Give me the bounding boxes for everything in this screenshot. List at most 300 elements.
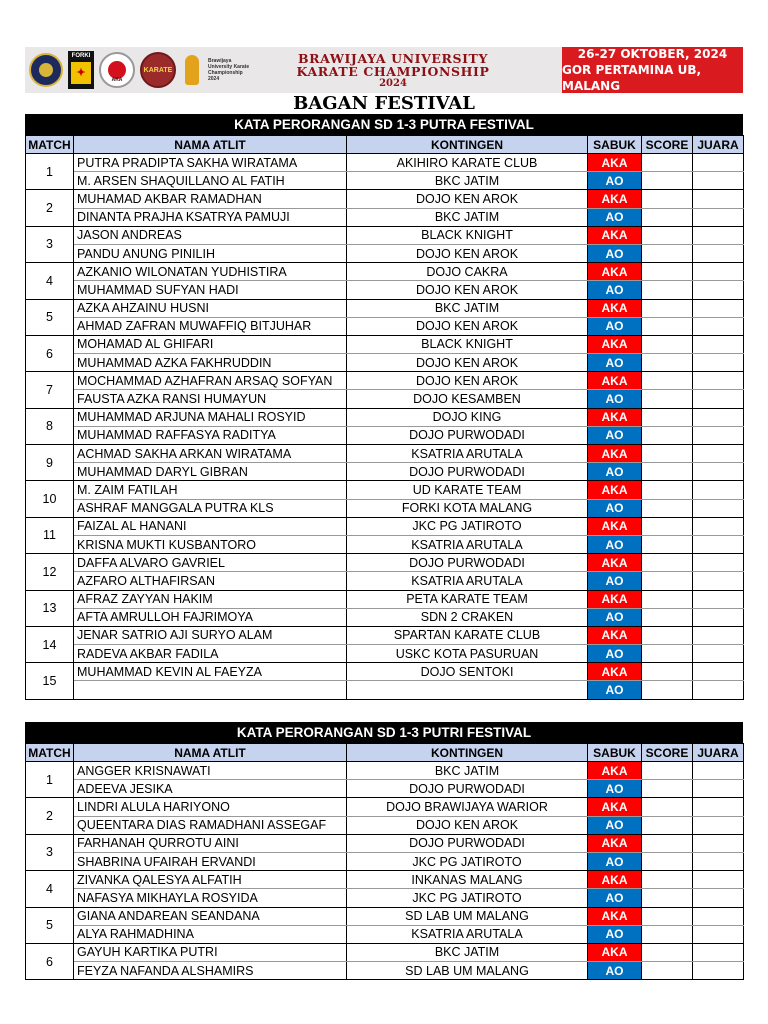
event-banner <box>25 47 743 93</box>
belt-aka-badge: AKA <box>588 626 642 644</box>
table-row-aka <box>26 299 744 317</box>
score-cell[interactable] <box>642 172 693 190</box>
forki-logo-icon: FORKI ✦ <box>68 51 94 89</box>
belt-ao-badge: AO <box>588 208 642 226</box>
table-row-ao <box>26 172 744 190</box>
score-cell[interactable] <box>642 226 693 244</box>
table-row-ao <box>26 499 744 517</box>
athlete-name: M. ARSEN SHAQUILLANO AL FATIH <box>74 172 347 190</box>
athlete-name: FEYZA NAFANDA ALSHAMIRS <box>74 962 347 980</box>
juara-cell[interactable] <box>693 408 744 426</box>
athlete-name: AFTA AMRULLOH FAJRIMOYA <box>74 608 347 626</box>
table-row-aka <box>26 372 744 390</box>
table-row-ao <box>26 390 744 408</box>
kontingen-name: KSATRIA ARUTALA <box>347 445 588 463</box>
col-header-kontingen: KONTINGEN <box>347 744 588 762</box>
juara-cell[interactable] <box>693 834 744 852</box>
kontingen-name: BLACK KNIGHT <box>347 335 588 353</box>
kontingen-name: DOJO CAKRA <box>347 263 588 281</box>
belt-ao-badge: AO <box>588 645 642 663</box>
athlete-name: PUTRA PRADIPTA SAKHA WIRATAMA <box>74 154 347 172</box>
col-header-sabuk: SABUK <box>588 136 642 154</box>
athlete-name: AZKANIO WILONATAN YUDHISTIRA <box>74 263 347 281</box>
kontingen-name: BKC JATIM <box>347 172 588 190</box>
athlete-name: MOCHAMMAD AZHAFRAN ARSAQ SOFYAN <box>74 372 347 390</box>
kontingen-name: DOJO PURWODADI <box>347 554 588 572</box>
table-row-ao <box>26 962 744 980</box>
athlete-name: FARHANAH QURROTU AINI <box>74 834 347 852</box>
belt-aka-badge: AKA <box>588 762 642 780</box>
championship-small-logo: Brawijaya University Karate Championship 2024 <box>208 58 250 82</box>
kontingen-name: DOJO PURWODADI <box>347 780 588 798</box>
belt-aka-badge: AKA <box>588 590 642 608</box>
athlete-name: FAUSTA AZKA RANSI HUMAYUN <box>74 390 347 408</box>
score-cell[interactable] <box>642 154 693 172</box>
match-number: 15 <box>26 663 74 699</box>
juara-cell[interactable] <box>693 962 744 980</box>
athlete-name: ZIVANKA QALESYA ALFATIH <box>74 871 347 889</box>
juara-cell[interactable] <box>693 445 744 463</box>
juara-cell[interactable] <box>693 780 744 798</box>
score-cell[interactable] <box>642 871 693 889</box>
section-title: KATA PERORANGAN SD 1-3 PUTRA FESTIVAL <box>25 114 743 135</box>
belt-ao-badge: AO <box>588 499 642 517</box>
athlete-name: JASON ANDREAS <box>74 226 347 244</box>
athlete-name: PANDU ANUNG PINILIH <box>74 244 347 262</box>
score-cell[interactable] <box>642 645 693 663</box>
col-header-name: NAMA ATLIT <box>74 744 347 762</box>
col-header-name: NAMA ATLIT <box>74 136 347 154</box>
belt-ao-badge: AO <box>588 354 642 372</box>
kontingen-name: FORKI KOTA MALANG <box>347 499 588 517</box>
table-row-ao <box>26 780 744 798</box>
score-cell[interactable] <box>642 572 693 590</box>
kontingen-name: KSATRIA ARUTALA <box>347 572 588 590</box>
juara-cell[interactable] <box>693 762 744 780</box>
athlete-name <box>74 681 347 699</box>
table-row-aka <box>26 335 744 353</box>
score-cell[interactable] <box>642 608 693 626</box>
belt-aka-badge: AKA <box>588 907 642 925</box>
col-header-juara: JUARA <box>693 744 744 762</box>
table-row-ao <box>26 317 744 335</box>
kontingen-name: DOJO KEN AROK <box>347 317 588 335</box>
belt-aka-badge: AKA <box>588 943 642 961</box>
kontingen-name: DOJO KESAMBEN <box>347 390 588 408</box>
score-cell[interactable] <box>642 626 693 644</box>
title-line-1: BRAWIJAYA UNIVERSITY <box>298 50 488 66</box>
championship-title <box>252 52 530 89</box>
table-row-ao <box>26 281 744 299</box>
score-cell[interactable] <box>642 372 693 390</box>
belt-aka-badge: AKA <box>588 554 642 572</box>
belt-ao-badge: AO <box>588 780 642 798</box>
score-cell[interactable] <box>642 663 693 681</box>
table-row-aka <box>26 943 744 961</box>
bracket-table <box>25 135 744 700</box>
kontingen-name: DOJO KEN AROK <box>347 372 588 390</box>
match-number: 10 <box>26 481 74 517</box>
belt-aka-badge: AKA <box>588 798 642 816</box>
juara-cell[interactable] <box>693 244 744 262</box>
table-row-ao <box>26 244 744 262</box>
score-cell[interactable] <box>642 499 693 517</box>
score-cell[interactable] <box>642 408 693 426</box>
athlete-name: AZFARO ALTHAFIRSAN <box>74 572 347 590</box>
score-cell[interactable] <box>642 263 693 281</box>
belt-aka-badge: AKA <box>588 445 642 463</box>
kontingen-name: DOJO KEN AROK <box>347 190 588 208</box>
kontingen-name: DOJO PURWODADI <box>347 463 588 481</box>
university-logo-icon <box>29 53 63 87</box>
athlete-name: AFRAZ ZAYYAN HAKIM <box>74 590 347 608</box>
score-cell[interactable] <box>642 426 693 444</box>
juara-cell[interactable] <box>693 172 744 190</box>
belt-ao-badge: AO <box>588 244 642 262</box>
juara-cell[interactable] <box>693 499 744 517</box>
kontingen-name: KSATRIA ARUTALA <box>347 535 588 553</box>
juara-cell[interactable] <box>693 299 744 317</box>
juara-cell[interactable] <box>693 426 744 444</box>
score-cell[interactable] <box>642 816 693 834</box>
belt-aka-badge: AKA <box>588 372 642 390</box>
table-row-ao <box>26 925 744 943</box>
karate-logo-icon <box>140 52 176 88</box>
table-row-ao <box>26 426 744 444</box>
belt-aka-badge: AKA <box>588 154 642 172</box>
juara-cell[interactable] <box>693 590 744 608</box>
kontingen-name: AKIHIRO KARATE CLUB <box>347 154 588 172</box>
juara-cell[interactable] <box>693 463 744 481</box>
belt-ao-badge: AO <box>588 608 642 626</box>
table-row-aka <box>26 408 744 426</box>
belt-ao-badge: AO <box>588 816 642 834</box>
kontingen-name: BKC JATIM <box>347 943 588 961</box>
kontingen-name: USKC KOTA PASURUAN <box>347 645 588 663</box>
kontingen-name <box>347 681 588 699</box>
score-cell[interactable] <box>642 390 693 408</box>
kontingen-name: DOJO KEN AROK <box>347 816 588 834</box>
belt-aka-badge: AKA <box>588 226 642 244</box>
match-number: 6 <box>26 943 74 979</box>
score-cell[interactable] <box>642 208 693 226</box>
kontingen-name: JKC PG JATIROTO <box>347 852 588 870</box>
athlete-name: ASHRAF MANGGALA PUTRA KLS <box>74 499 347 517</box>
kontingen-name: DOJO PURWODADI <box>347 834 588 852</box>
match-number: 1 <box>26 154 74 190</box>
juara-cell[interactable] <box>693 335 744 353</box>
athlete-name: ACHMAD SAKHA ARKAN WIRATAMA <box>74 445 347 463</box>
juara-cell[interactable] <box>693 154 744 172</box>
athlete-name: FAIZAL AL HANANI <box>74 517 347 535</box>
juara-cell[interactable] <box>693 889 744 907</box>
athlete-name: MUHAMMAD AZKA FAKHRUDDIN <box>74 354 347 372</box>
table-row-aka <box>26 263 744 281</box>
belt-aka-badge: AKA <box>588 663 642 681</box>
belt-aka-badge: AKA <box>588 871 642 889</box>
match-number: 7 <box>26 372 74 408</box>
kontingen-name: JKC PG JATIROTO <box>347 889 588 907</box>
score-cell[interactable] <box>642 481 693 499</box>
kontingen-name: DOJO KEN AROK <box>347 354 588 372</box>
juara-cell[interactable] <box>693 943 744 961</box>
athlete-name: JENAR SATRIO AJI SURYO ALAM <box>74 626 347 644</box>
belt-aka-badge: AKA <box>588 481 642 499</box>
match-number: 5 <box>26 907 74 943</box>
juara-cell[interactable] <box>693 372 744 390</box>
athlete-name: MUHAMMAD KEVIN AL FAEYZA <box>74 663 347 681</box>
kontingen-name: DOJO PURWODADI <box>347 426 588 444</box>
juara-cell[interactable] <box>693 626 744 644</box>
page-title: BAGAN FESTIVAL <box>293 93 475 114</box>
score-cell[interactable] <box>642 780 693 798</box>
table-row-ao <box>26 608 744 626</box>
score-cell[interactable] <box>642 445 693 463</box>
juara-cell[interactable] <box>693 517 744 535</box>
table-row-ao <box>26 852 744 870</box>
score-cell[interactable] <box>642 281 693 299</box>
forki-logo-text: FORKI <box>71 53 91 59</box>
table-row-aka <box>26 871 744 889</box>
col-header-score: SCORE <box>642 744 693 762</box>
juara-cell[interactable] <box>693 852 744 870</box>
score-cell[interactable] <box>642 834 693 852</box>
match-number: 2 <box>26 798 74 834</box>
match-number: 4 <box>26 871 74 907</box>
juara-cell[interactable] <box>693 816 744 834</box>
juara-cell[interactable] <box>693 572 744 590</box>
score-cell[interactable] <box>642 907 693 925</box>
table-row-aka <box>26 663 744 681</box>
juara-cell[interactable] <box>693 390 744 408</box>
event-date: 26-27 OKTOBER, 2024 <box>577 47 728 61</box>
match-number: 11 <box>26 517 74 553</box>
table-row-aka <box>26 798 744 816</box>
athlete-name: AHMAD ZAFRAN MUWAFFIQ BITJUHAR <box>74 317 347 335</box>
table-header-row <box>26 136 744 154</box>
table-row-ao <box>26 889 744 907</box>
table-header-row <box>26 744 744 762</box>
juara-cell[interactable] <box>693 208 744 226</box>
athlete-name: MUHAMMAD SUFYAN HADI <box>74 281 347 299</box>
belt-ao-badge: AO <box>588 172 642 190</box>
table-row-ao <box>26 681 744 699</box>
juara-cell[interactable] <box>693 281 744 299</box>
karateka-figure-icon <box>181 51 203 89</box>
score-cell[interactable] <box>642 335 693 353</box>
score-cell[interactable] <box>642 244 693 262</box>
match-number: 14 <box>26 626 74 662</box>
belt-ao-badge: AO <box>588 317 642 335</box>
aka-logo-text: AKA <box>111 77 123 83</box>
table-row-ao <box>26 354 744 372</box>
score-cell[interactable] <box>642 554 693 572</box>
score-cell[interactable] <box>642 317 693 335</box>
table-row-ao <box>26 208 744 226</box>
table-row-ao <box>26 572 744 590</box>
col-header-match: MATCH <box>26 136 74 154</box>
kontingen-name: BKC JATIM <box>347 762 588 780</box>
belt-ao-badge: AO <box>588 463 642 481</box>
belt-ao-badge: AO <box>588 426 642 444</box>
score-cell[interactable] <box>642 590 693 608</box>
athlete-name: MOHAMAD AL GHIFARI <box>74 335 347 353</box>
match-number: 3 <box>26 226 74 262</box>
table-row-aka <box>26 907 744 925</box>
bracket-section-putra <box>25 114 743 700</box>
belt-ao-badge: AO <box>588 681 642 699</box>
athlete-name: DAFFA ALVARO GAVRIEL <box>74 554 347 572</box>
athlete-name: M. ZAIM FATILAH <box>74 481 347 499</box>
score-cell[interactable] <box>642 517 693 535</box>
match-number: 1 <box>26 762 74 798</box>
kontingen-name: SD LAB UM MALANG <box>347 962 588 980</box>
kontingen-name: SD LAB UM MALANG <box>347 907 588 925</box>
belt-aka-badge: AKA <box>588 263 642 281</box>
table-row-aka <box>26 190 744 208</box>
kontingen-name: DOJO KEN AROK <box>347 244 588 262</box>
athlete-name: AZKA AHZAINU HUSNI <box>74 299 347 317</box>
table-row-ao <box>26 535 744 553</box>
score-cell[interactable] <box>642 852 693 870</box>
kontingen-name: SPARTAN KARATE CLUB <box>347 626 588 644</box>
table-row-ao <box>26 463 744 481</box>
kontingen-name: BKC JATIM <box>347 299 588 317</box>
table-row-aka <box>26 554 744 572</box>
bracket-section-putri <box>25 722 743 980</box>
score-cell[interactable] <box>642 681 693 699</box>
table-row-aka <box>26 762 744 780</box>
juara-cell[interactable] <box>693 608 744 626</box>
match-number: 4 <box>26 263 74 299</box>
juara-cell[interactable] <box>693 871 744 889</box>
bracket-table <box>25 743 744 980</box>
title-year: 2024 <box>379 77 407 89</box>
table-row-aka <box>26 834 744 852</box>
athlete-name: RADEVA AKBAR FADILA <box>74 645 347 663</box>
event-venue: GOR PERTAMINA UB, MALANG <box>562 63 702 93</box>
juara-cell[interactable] <box>693 535 744 553</box>
kontingen-name: BKC JATIM <box>347 208 588 226</box>
score-cell[interactable] <box>642 354 693 372</box>
kontingen-name: KSATRIA ARUTALA <box>347 925 588 943</box>
aka-logo-icon <box>99 52 135 88</box>
belt-aka-badge: AKA <box>588 834 642 852</box>
score-cell[interactable] <box>642 535 693 553</box>
juara-cell[interactable] <box>693 354 744 372</box>
match-number: 13 <box>26 590 74 626</box>
col-header-juara: JUARA <box>693 136 744 154</box>
score-cell[interactable] <box>642 463 693 481</box>
kontingen-name: INKANAS MALANG <box>347 871 588 889</box>
col-header-score: SCORE <box>642 136 693 154</box>
logo-strip <box>25 47 252 93</box>
kontingen-name: SDN 2 CRAKEN <box>347 608 588 626</box>
table-row-aka <box>26 517 744 535</box>
athlete-name: ANGGER KRISNAWATI <box>74 762 347 780</box>
belt-ao-badge: AO <box>588 572 642 590</box>
juara-cell[interactable] <box>693 554 744 572</box>
juara-cell[interactable] <box>693 798 744 816</box>
karate-logo-text: KARATE <box>143 66 173 74</box>
athlete-name: ALYA RAHMADHINA <box>74 925 347 943</box>
match-number: 2 <box>26 190 74 226</box>
juara-cell[interactable] <box>693 907 744 925</box>
col-header-kontingen: KONTINGEN <box>347 136 588 154</box>
athlete-name: MUHAMMAD DARYL GIBRAN <box>74 463 347 481</box>
kontingen-name: BLACK KNIGHT <box>347 226 588 244</box>
kontingen-name: JKC PG JATIROTO <box>347 517 588 535</box>
athlete-name: KRISNA MUKTI KUSBANTORO <box>74 535 347 553</box>
score-cell[interactable] <box>642 962 693 980</box>
score-cell[interactable] <box>642 943 693 961</box>
belt-aka-badge: AKA <box>588 299 642 317</box>
belt-aka-badge: AKA <box>588 408 642 426</box>
score-cell[interactable] <box>642 762 693 780</box>
kontingen-name: DOJO BRAWIJAYA WARIOR <box>347 798 588 816</box>
athlete-name: GIANA ANDAREAN SEANDANA <box>74 907 347 925</box>
table-row-ao <box>26 645 744 663</box>
table-row-aka <box>26 445 744 463</box>
score-cell[interactable] <box>642 798 693 816</box>
table-row-aka <box>26 226 744 244</box>
section-title: KATA PERORANGAN SD 1-3 PUTRI FESTIVAL <box>25 722 743 743</box>
belt-aka-badge: AKA <box>588 335 642 353</box>
col-header-sabuk: SABUK <box>588 744 642 762</box>
match-number: 8 <box>26 408 74 444</box>
score-cell[interactable] <box>642 190 693 208</box>
juara-cell[interactable] <box>693 263 744 281</box>
table-row-aka <box>26 481 744 499</box>
title-line-2: KARATE CHAMPIONSHIP <box>296 63 490 79</box>
juara-cell[interactable] <box>693 481 744 499</box>
juara-cell[interactable] <box>693 317 744 335</box>
athlete-name: QUEENTARA DIAS RAMADHANI ASSEGAF <box>74 816 347 834</box>
score-cell[interactable] <box>642 299 693 317</box>
belt-ao-badge: AO <box>588 889 642 907</box>
col-header-match: MATCH <box>26 744 74 762</box>
match-number: 5 <box>26 299 74 335</box>
score-cell[interactable] <box>642 925 693 943</box>
juara-cell[interactable] <box>693 663 744 681</box>
belt-ao-badge: AO <box>588 962 642 980</box>
table-row-aka <box>26 154 744 172</box>
juara-cell[interactable] <box>693 925 744 943</box>
juara-cell[interactable] <box>693 190 744 208</box>
athlete-name: MUHAMMAD ARJUNA MAHALI ROSYID <box>74 408 347 426</box>
juara-cell[interactable] <box>693 681 744 699</box>
juara-cell[interactable] <box>693 226 744 244</box>
score-cell[interactable] <box>642 889 693 907</box>
belt-ao-badge: AO <box>588 852 642 870</box>
athlete-name: DINANTA PRAJHA KSATRYA PAMUJI <box>74 208 347 226</box>
match-number: 12 <box>26 554 74 590</box>
table-row-aka <box>26 590 744 608</box>
kontingen-name: DOJO SENTOKI <box>347 663 588 681</box>
belt-ao-badge: AO <box>588 925 642 943</box>
athlete-name: LINDRI ALULA HARIYONO <box>74 798 347 816</box>
kontingen-name: DOJO KEN AROK <box>347 281 588 299</box>
athlete-name: MUHAMAD AKBAR RAMADHAN <box>74 190 347 208</box>
juara-cell[interactable] <box>693 645 744 663</box>
belt-ao-badge: AO <box>588 535 642 553</box>
belt-aka-badge: AKA <box>588 517 642 535</box>
athlete-name: NAFASYA MIKHAYLA ROSYIDA <box>74 889 347 907</box>
athlete-name: SHABRINA UFAIRAH ERVANDI <box>74 852 347 870</box>
athlete-name: MUHAMMAD RAFFASYA RADITYA <box>74 426 347 444</box>
table-row-ao <box>26 816 744 834</box>
table-row-aka <box>26 626 744 644</box>
